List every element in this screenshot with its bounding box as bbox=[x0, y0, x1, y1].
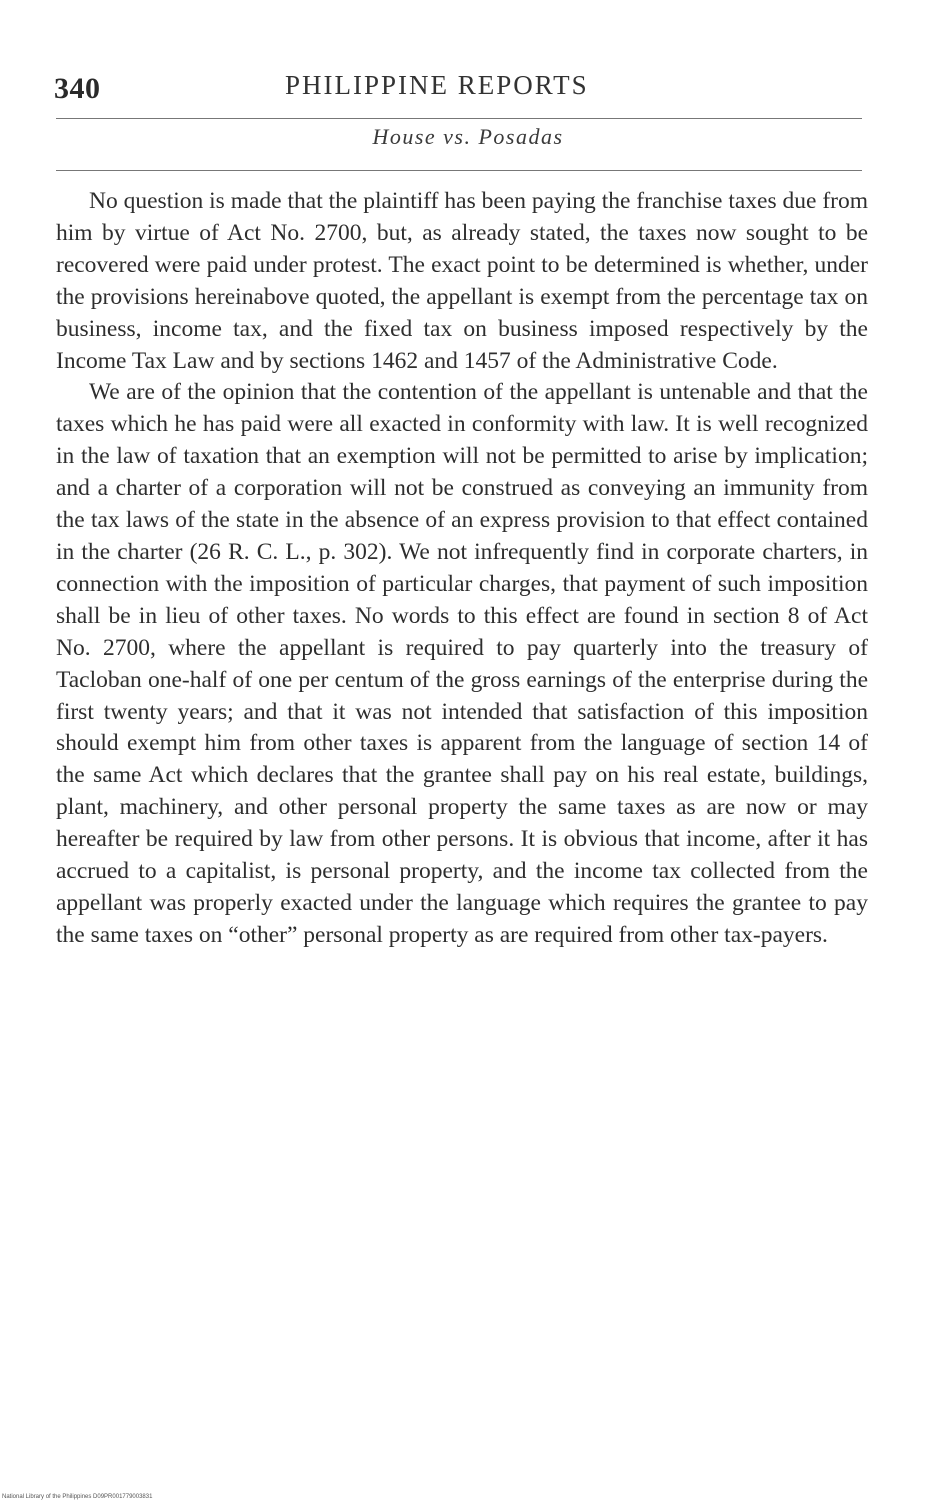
scan-footer-note: National Library of the Philippines D09PR001779003831 bbox=[2, 1494, 153, 1500]
paragraph-2: We are of the opinion that the contention of the appellant is untenable and that the taxes which he has paid were all exacted in conformity with law. It is well recognized in the law of taxation that an exemption will not be permitted to arise by implication; and a charter of a corporation will not be construed as conveying an immunity from the tax laws of the state in the absence of an express provision to that effect contained in the charter (26 R. C. L., p. 302). We not infrequently find in corporate charters, in connection with the imposition of particular charges, that payment of such imposition shall be in lieu of other taxes. No words to this effect are found in section 8 of Act No. 2700, where the appellant is required to pay quarterly into the treasury of Tacloban one-half of one per centum of the gross earnings of the enterprise during the first twenty years; and that it was not intended that satisfaction of this imposition should exempt him from other taxes is apparent from the language of section 14 of the same Act which declares that the grantee shall pay on his real estate, buildings, plant, machinery, and other personal property the same taxes as are now or may hereafter be required by law from other persons. It is obvious that income, after it has accrued to a capitalist, is personal property, and the income tax collected from the appellant was properly exacted under the language which requires the grantee to pay the same taxes on “other” personal property as are required from other tax-payers. bbox=[56, 379, 868, 948]
header-rule-top bbox=[56, 118, 862, 119]
paragraph-1: No question is made that the plaintiff has been paying the franchise taxes due from him by virtue of Act No. 2700, but, as already stated, the taxes now sought to be recovered were paid under protest. The exact point to be determined is whether, under the provisions hereinabove quoted, the appellant is exempt from the percentage tax on business, income tax, and the fixed tax on business imposed respectively by the Income Tax Law and by sections 1462 and 1457 of the Administrative Code. bbox=[56, 188, 868, 374]
running-title: PHILIPPINE REPORTS bbox=[285, 70, 589, 100]
header-rule-bottom bbox=[56, 170, 862, 171]
page-number: 340 bbox=[54, 72, 101, 105]
case-caption: House vs. Posadas bbox=[372, 124, 564, 149]
body-text bbox=[56, 186, 868, 952]
